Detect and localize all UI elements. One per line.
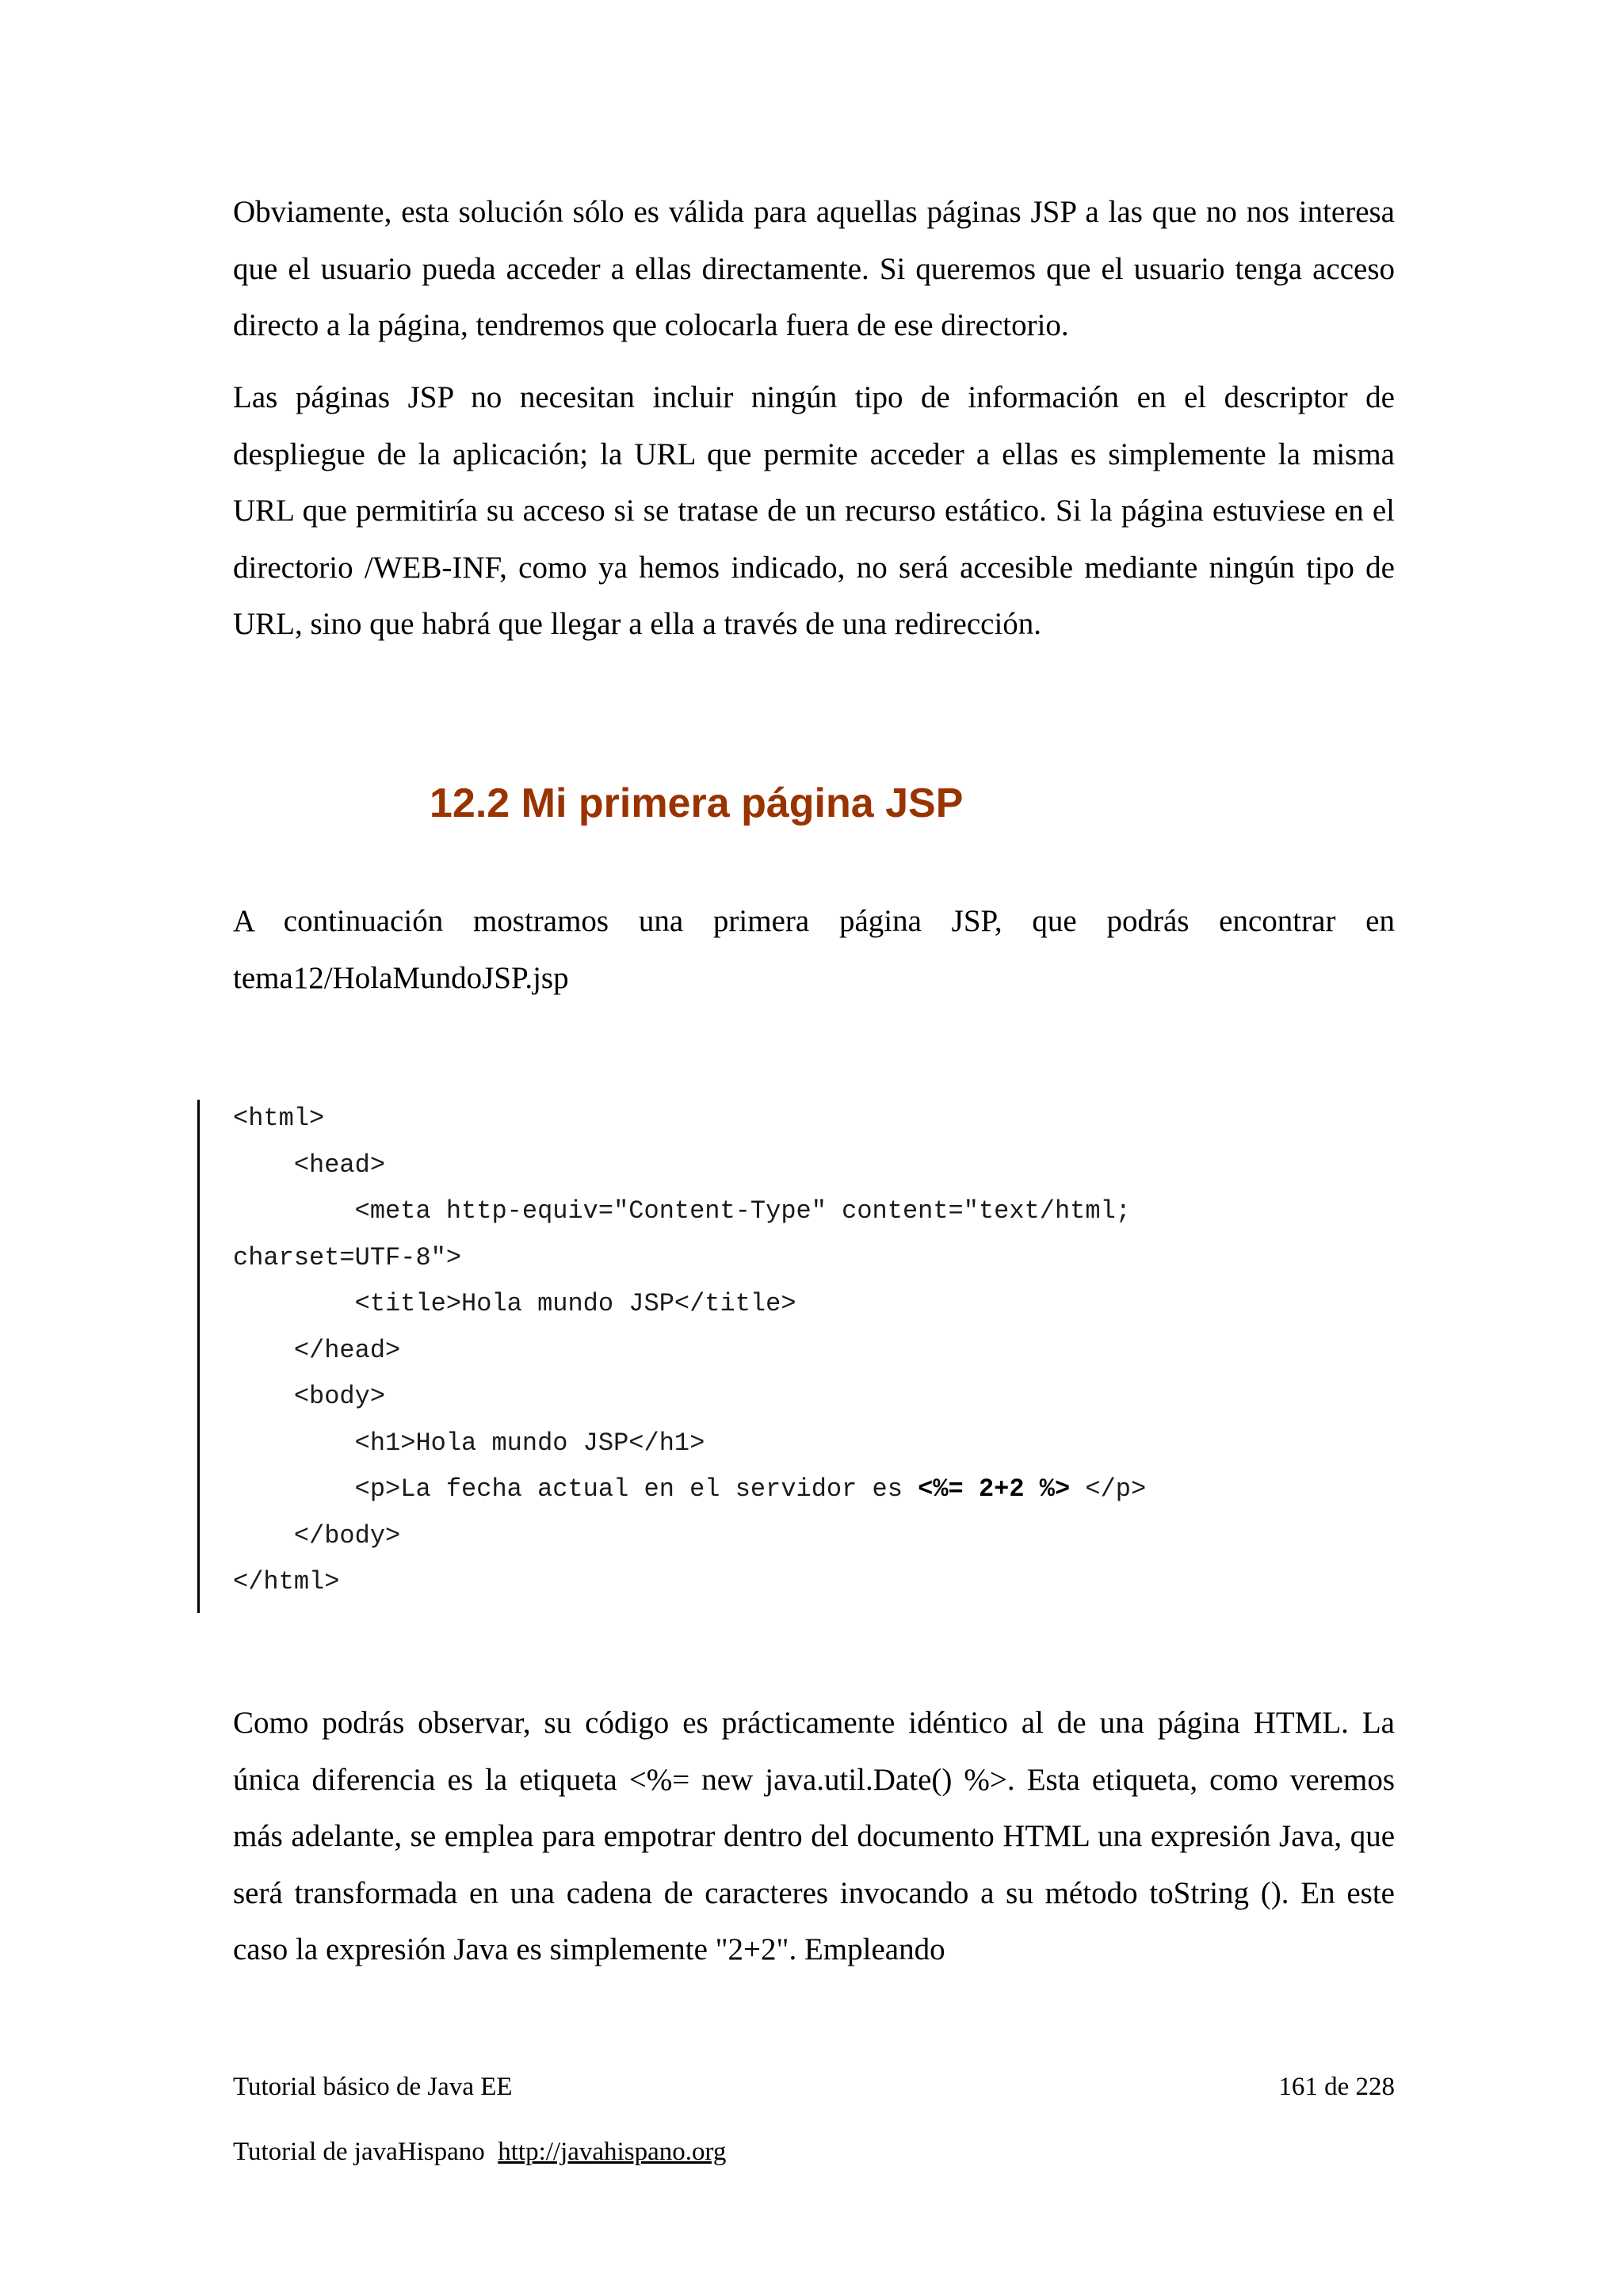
page-number: 161 de 228 (1278, 2073, 1395, 2101)
code-line: </head> (233, 1335, 401, 1365)
code-line: <html> (233, 1104, 325, 1133)
code-line: <body> (233, 1382, 386, 1411)
code-line: charset=UTF-8"> (233, 1242, 462, 1272)
footer-title: Tutorial básico de Java EE (233, 2073, 513, 2101)
footer-source (233, 2136, 726, 2168)
code-line: <title>Hola mundo JSP</title> (233, 1289, 796, 1318)
footer-link[interactable]: http://javahispano.org (498, 2138, 727, 2166)
code-text: </p> (1070, 1474, 1147, 1504)
footer-source-label: Tutorial de javaHispano (233, 2138, 498, 2166)
code-line: <head> (233, 1150, 386, 1180)
code-block (233, 1096, 1395, 1606)
paragraph-deployment-descriptor: Las páginas JSP no necesitan incluir ningún tipo de información en el descriptor de despliegue de la aplicación; la URL que permite acceder a ellas es simplemente la misma URL que permitiría su acceso si se tratase de un recurso estático. Si la página estuviese en el directorio /WEB-INF, como ya hemos indicado, no será accesible mediante ningún tipo de URL, sino que habrá que llegar a ella a través de una redirección. (233, 380, 1395, 641)
code-line: </body> (233, 1520, 401, 1550)
code-line: </html> (233, 1567, 340, 1596)
code-line-expression (233, 1466, 1395, 1513)
paragraph-intro-example: A continuación mostramos una primera página JSP, que podrás encontrar en tema12/HolaMundoJSP.jsp (233, 904, 1395, 995)
paragraph-explanation: Como podrás observar, su código es prácticamente idéntico al de una página HTML. La única diferencia es la etiqueta <%= new java.util.Date() %>. Esta etiqueta, como veremos más adelante, se emplea para empotrar dentro del documento HTML una expresión Java, que será transformada en una cadena de caracteres invocando a su método toString (). En este caso la expresión Java es simplemente "2+2". Empleando (233, 1706, 1395, 1966)
code-line: <h1>Hola mundo JSP</h1> (233, 1428, 705, 1458)
section-heading: 12.2 Mi primera página JSP (430, 780, 964, 826)
code-text: <p>La fecha actual en el servidor es (233, 1474, 918, 1504)
code-block-rule (197, 1100, 200, 1613)
paragraph-web-inf-solution: Obviamente, esta solución sólo es válida para aquellas páginas JSP a las que no nos interesa que el usuario pueda acceder a ellas directamente. Si queremos que el usuario tenga acceso directo a la página, tendremos que colocarla fuera de ese directorio. (233, 195, 1395, 342)
jsp-expression: <%= 2+2 %> (918, 1474, 1071, 1504)
code-line: <meta http-equiv="Content-Type" content="text/html; (233, 1196, 1131, 1226)
